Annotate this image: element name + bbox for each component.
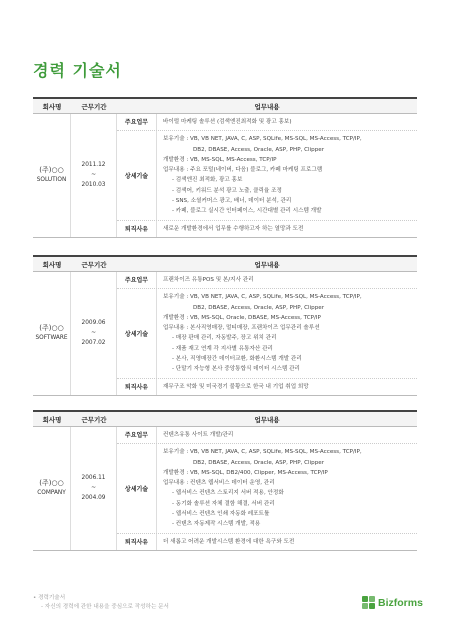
skills-row xyxy=(117,131,417,220)
header-period: 근무기간 xyxy=(81,415,107,424)
skill-line: 보유기술 : VB, VB NET, JAVA, C, ASP, SQLife, MS-SQL, MS-Access, TCP/IP, xyxy=(163,449,362,456)
main-work-row xyxy=(117,114,417,131)
header-period: 근무기간 xyxy=(81,102,107,111)
resignation-text: 더 새롭고 어려운 개발시스템 환경에 대한 욕구와 도전 xyxy=(163,538,295,545)
header-content: 업무내용 xyxy=(254,260,280,269)
company-name-en: COMPANY xyxy=(37,490,66,497)
period-cell xyxy=(71,114,117,237)
period-start: 2009.06 xyxy=(81,320,106,327)
detail-cell xyxy=(117,114,417,237)
header-company: 회사명 xyxy=(42,102,62,111)
header-content: 업무내용 xyxy=(254,102,280,111)
header-company: 회사명 xyxy=(42,260,62,269)
table-row xyxy=(33,114,417,238)
footer-line-1: • 경력기술서 xyxy=(33,595,66,601)
detail-cell xyxy=(117,427,417,550)
table-header xyxy=(33,255,417,272)
resignation-row xyxy=(117,221,417,237)
main-work-label: 주요업무 xyxy=(117,427,157,443)
skills-row xyxy=(117,289,417,378)
main-work-row xyxy=(117,427,417,444)
skill-line: - 카페, 블로그 실시간 인터페이스, 시간대별 관리 시스템 개발 xyxy=(172,208,322,215)
skill-line: - 매장 판매 관리, 자동발주, 장고 위치 관리 xyxy=(172,335,277,342)
skills-text xyxy=(157,444,417,532)
career-block-1 xyxy=(33,97,417,238)
page-title: 경력 기술서 xyxy=(33,61,122,80)
main-work-text: 바이럴 마케팅 솔루션 (검색엔진최적화 및 광고 홍보) xyxy=(163,119,292,125)
period-tilde: ~ xyxy=(91,172,96,179)
skill-line: DB2, DBASE, Access, Oracle, ASP, PHP, Clipper xyxy=(193,459,325,466)
skills-text xyxy=(157,131,417,219)
period-start: 2006.11 xyxy=(81,475,106,482)
header-company: 회사명 xyxy=(42,415,62,424)
resignation-text: 새로운 개발환경에서 업무를 수행하고자 하는 열망과 도전 xyxy=(163,225,304,232)
resignation-row xyxy=(117,534,417,550)
main-work-text: 컨텐츠유통 사이트 개발/관리 xyxy=(163,432,234,438)
period-end: 2010.03 xyxy=(81,182,106,189)
skill-line: - 단말기 자능형 본사 중앙통합식 데이터 시스템 관리 xyxy=(172,366,300,373)
skills-label: 상세기술 xyxy=(117,289,157,377)
period-tilde: ~ xyxy=(91,485,96,492)
company-name-en: SOFTWARE xyxy=(35,335,68,342)
skill-line: - 재품 재고 연계 각 지사별 유통자산 관리 xyxy=(172,345,273,352)
skill-line: - 검색어, 키워드 분석 광고 노출, 클릭율 조정 xyxy=(172,187,282,194)
bizforms-logo-icon xyxy=(362,596,375,609)
table-row xyxy=(33,272,417,396)
company-name-en: SOLUTION xyxy=(36,177,67,184)
skill-line: - 웹서비스 컨텐츠 인쇄 자동화 레포트툴 xyxy=(172,511,270,518)
skill-line: - 동기화 솔루션 자체 결함 해결, 서버 관리 xyxy=(172,500,275,507)
company-name: (주)○○ xyxy=(39,479,64,488)
skill-line: 개발환경 : VB, MS-SQL, Oracle, DBASE, MS-Access, TCP/IP xyxy=(163,314,321,321)
brand-logo xyxy=(362,596,423,609)
skill-line: - 컨텐츠 자동제작 시스템 개발, 적용 xyxy=(172,521,261,528)
skill-line: - 본사, 직영매장간 데이터교환, 화환시스템 개발 관리 xyxy=(172,356,302,363)
footer-note xyxy=(33,594,169,612)
skill-line: 업무내용 : 컨텐츠 웹서비스 데이터 운영, 관리 xyxy=(163,480,275,487)
skills-label: 상세기술 xyxy=(117,444,157,532)
company-cell xyxy=(33,114,71,237)
skills-text xyxy=(157,289,417,377)
period-end: 2004.09 xyxy=(81,495,106,502)
table-row xyxy=(33,427,417,551)
skills-row xyxy=(117,444,417,533)
period-cell xyxy=(71,427,117,550)
skill-line: 보유기술 : VB, VB NET, JAVA, C, ASP, SQLife, MS-SQL, MS-Access, TCP/IP, xyxy=(163,294,362,301)
skill-line: DB2, DBASE, Access, Oracle, ASP, PHP, Clipper xyxy=(193,146,325,153)
skill-line: DB2, DBASE, Access, Oracle, ASP, PHP, Clipper xyxy=(193,304,325,311)
company-name: (주)○○ xyxy=(39,166,64,175)
skills-label: 상세기술 xyxy=(117,131,157,219)
footer-line-2: - 자신의 경력에 관한 내용을 중심으로 작성하는 문서 xyxy=(41,604,169,610)
resignation-label: 퇴직사유 xyxy=(117,379,157,395)
skill-line: - 웹서비스 컨텐츠 스토리지 서버 적용, 안정화 xyxy=(172,490,284,497)
main-work-text: 프랜차이즈 유통POS 및 본/지사 관리 xyxy=(163,277,254,283)
brand-name: Bizforms xyxy=(378,596,423,609)
skill-line: 업무내용 : 주요 포털(네이버, 다음) 블로그, 카페 마케팅 프로그램 xyxy=(163,167,323,174)
table-header xyxy=(33,97,417,114)
skill-line: 개발환경 : VB, MS-SQL, DB2/400, Clipper, MS-Access, TCP/IP xyxy=(163,469,328,476)
resignation-text: 재무구조 악화 및 미국경기 불황으로 한국 내 기업 취업 희망 xyxy=(163,383,309,390)
skill-line: 보유기술 : VB, VB NET, JAVA, C, ASP, SQLife, MS-SQL, MS-Access, TCP/IP, xyxy=(163,136,362,143)
skill-line: 업무내용 : 본사직영매장, 멀티매장, 프랜차이즈 업무관리 솔루션 xyxy=(163,325,320,332)
career-block-3 xyxy=(33,410,417,551)
period-tilde: ~ xyxy=(91,330,96,337)
main-work-label: 주요업무 xyxy=(117,272,157,288)
period-cell xyxy=(71,272,117,395)
period-start: 2011.12 xyxy=(81,162,106,169)
company-cell xyxy=(33,272,71,395)
company-cell xyxy=(33,427,71,550)
detail-cell xyxy=(117,272,417,395)
header-content: 업무내용 xyxy=(254,415,280,424)
resignation-row xyxy=(117,379,417,395)
skill-line: - 검색엔진 최적화, 광고 홍보 xyxy=(172,177,243,184)
career-block-2 xyxy=(33,255,417,396)
table-header xyxy=(33,410,417,427)
resignation-label: 퇴직사유 xyxy=(117,221,157,237)
main-work-row xyxy=(117,272,417,289)
resignation-label: 퇴직사유 xyxy=(117,534,157,550)
skill-line: - SNS, 소셜커머스 광고, 배너, 데이터 분석, 관리 xyxy=(172,198,292,205)
company-name: (주)○○ xyxy=(39,324,64,333)
period-end: 2007.02 xyxy=(81,340,106,347)
skill-line: 개발환경 : VB, MS-SQL, MS-Access, TCP/IP xyxy=(163,156,277,163)
header-period: 근무기간 xyxy=(81,260,107,269)
main-work-label: 주요업무 xyxy=(117,114,157,130)
